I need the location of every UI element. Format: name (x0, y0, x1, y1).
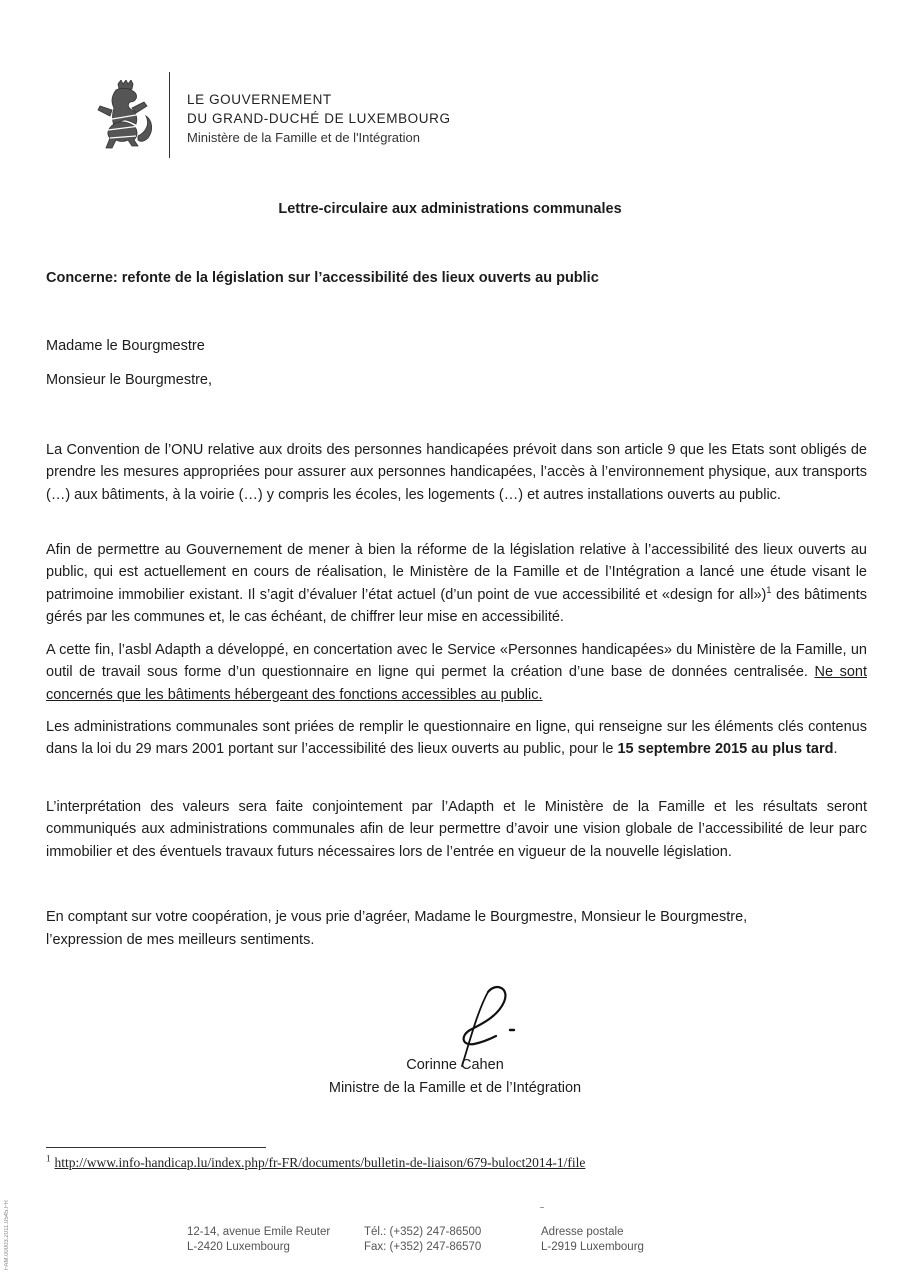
footer-postal-label: Adresse postale (541, 1226, 624, 1238)
salutation-line-2: Monsieur le Bourgmestre, (46, 372, 213, 388)
signer-name: Corinne Cahen (406, 1057, 504, 1073)
footnote-number: 1 (46, 1153, 51, 1164)
paragraph-4-text: Les administrations communales sont priées de remplir le questionnaire en ligne, qui renseigne sur les éléments clés contenus dans la loi du 29 mars 2001 portant sur l’accessibilité des lieux ouverts au public, pour le (46, 719, 867, 758)
deadline-date: 15 septembre 2015 au plus tard (617, 741, 834, 758)
footer-tel: Tél.: (+352) 247-86500 (364, 1226, 482, 1238)
luxembourg-lion-icon (92, 80, 156, 154)
paragraph-3-underlined: Ne sont concernés que les bâtiments hébergeant des fonctions accessibles au public. (46, 664, 867, 703)
body-paragraph-5: L’interprétation des valeurs sera faite conjointement par l’Adapth et le Ministère de la Famille et les résultats seront communiqués aux administrations communales afin de leur permettre d’avoir une vision globale de l’accessibilité de leur parc immobilier et des éventuels travaux futurs nécessaires lors de l’entrée en vigueur de la nouvelle législation. (46, 799, 867, 860)
closing-line-1: En comptant sur votre coopération, je vous prie d’agréer, Madame le Bourgmestre, Monsieur le Bourgmestre, (46, 909, 748, 925)
paragraph-4-end: . (833, 741, 838, 758)
signer-block (0, 1054, 900, 1100)
body-paragraph-3 (46, 639, 867, 706)
paragraph-2-text: Afin de permettre au Gouvernement de mener à bien la réforme de la législation relative à l’accessibilité des lieux ouverts au public, qui est actuellement en cours de réalisation, le Ministère de la Famille et de l’Intégration a lancé une étude visant le patrimoine immobilier existant. Il s’agit d’évaluer l’état actuel (d’un point de vue accessibilité et «design for all») (46, 542, 867, 603)
salutation-line-1: Madame le Bourgmestre (46, 338, 205, 354)
footer-postal (541, 1225, 644, 1255)
body-paragraph-1: La Convention de l’ONU relative aux droits des personnes handicapées prévoit dans son article 9 que les Etats sont obligés de prendre les mesures appropriées pour assurer aux personnes handicapées, l’accès à l’environnement physique, aux transports (…) aux bâtiments, à la voirie (…) y compris les écoles, les logements (…) et autres installations ouverts au public. (46, 442, 867, 503)
footer-phone (364, 1225, 481, 1255)
closing-formula (46, 906, 867, 952)
side-reference: FAM.00003.2011.0545.FR (4, 1200, 10, 1270)
letterhead-divider (169, 72, 170, 158)
footer-fax: Fax: (+352) 247-86570 (364, 1241, 482, 1253)
government-line-2: DU GRAND-DUCHÉ DE LUXEMBOURG (187, 111, 451, 126)
government-name (187, 90, 451, 128)
footer-postal-line: L-2919 Luxembourg (541, 1241, 644, 1253)
ministry-name: Ministère de la Famille et de l'Intégration (187, 130, 420, 145)
footer-address-line-2: L-2420 Luxembourg (187, 1241, 290, 1253)
paragraph-2-text-end: des bâtiments gérés par les communes et, le cas échéant, de chiffrer leur mise en accessibilité. (46, 586, 867, 625)
paragraph-3-text: A cette fin, l’asbl Adapth a développé, en concertation avec le Service «Personnes handicapées» du Ministère de la Famille, un outil de travail sous forme d’un questionnaire en ligne qui permet la création d’une base de données centralisée. (46, 642, 867, 681)
closing-line-2: l’expression de mes meilleurs sentiments. (46, 932, 315, 948)
government-line-1: LE GOUVERNEMENT (187, 92, 332, 107)
letter-subject: Concerne: refonte de la législation sur l’accessibilité des lieux ouverts au public (46, 270, 599, 286)
footnote-divider (46, 1147, 266, 1148)
body-paragraph-4 (46, 716, 867, 761)
footnote (46, 1155, 585, 1171)
footer-address-line-1: 12-14, avenue Emile Reuter (187, 1226, 331, 1238)
footnote-url[interactable]: http://www.info-handicap.lu/index.php/fr-FR/documents/bulletin-de-liaison/679-buloct2014-1/file (54, 1155, 586, 1170)
body-paragraph-2 (46, 539, 867, 628)
signer-title: Ministre de la Famille et de l’Intégration (328, 1080, 582, 1096)
letter-heading: Lettre-circulaire aux administrations communales (278, 201, 622, 217)
footer-mark (540, 1207, 544, 1208)
footnote-reference: 1 (766, 584, 772, 595)
footer-address (187, 1225, 330, 1255)
